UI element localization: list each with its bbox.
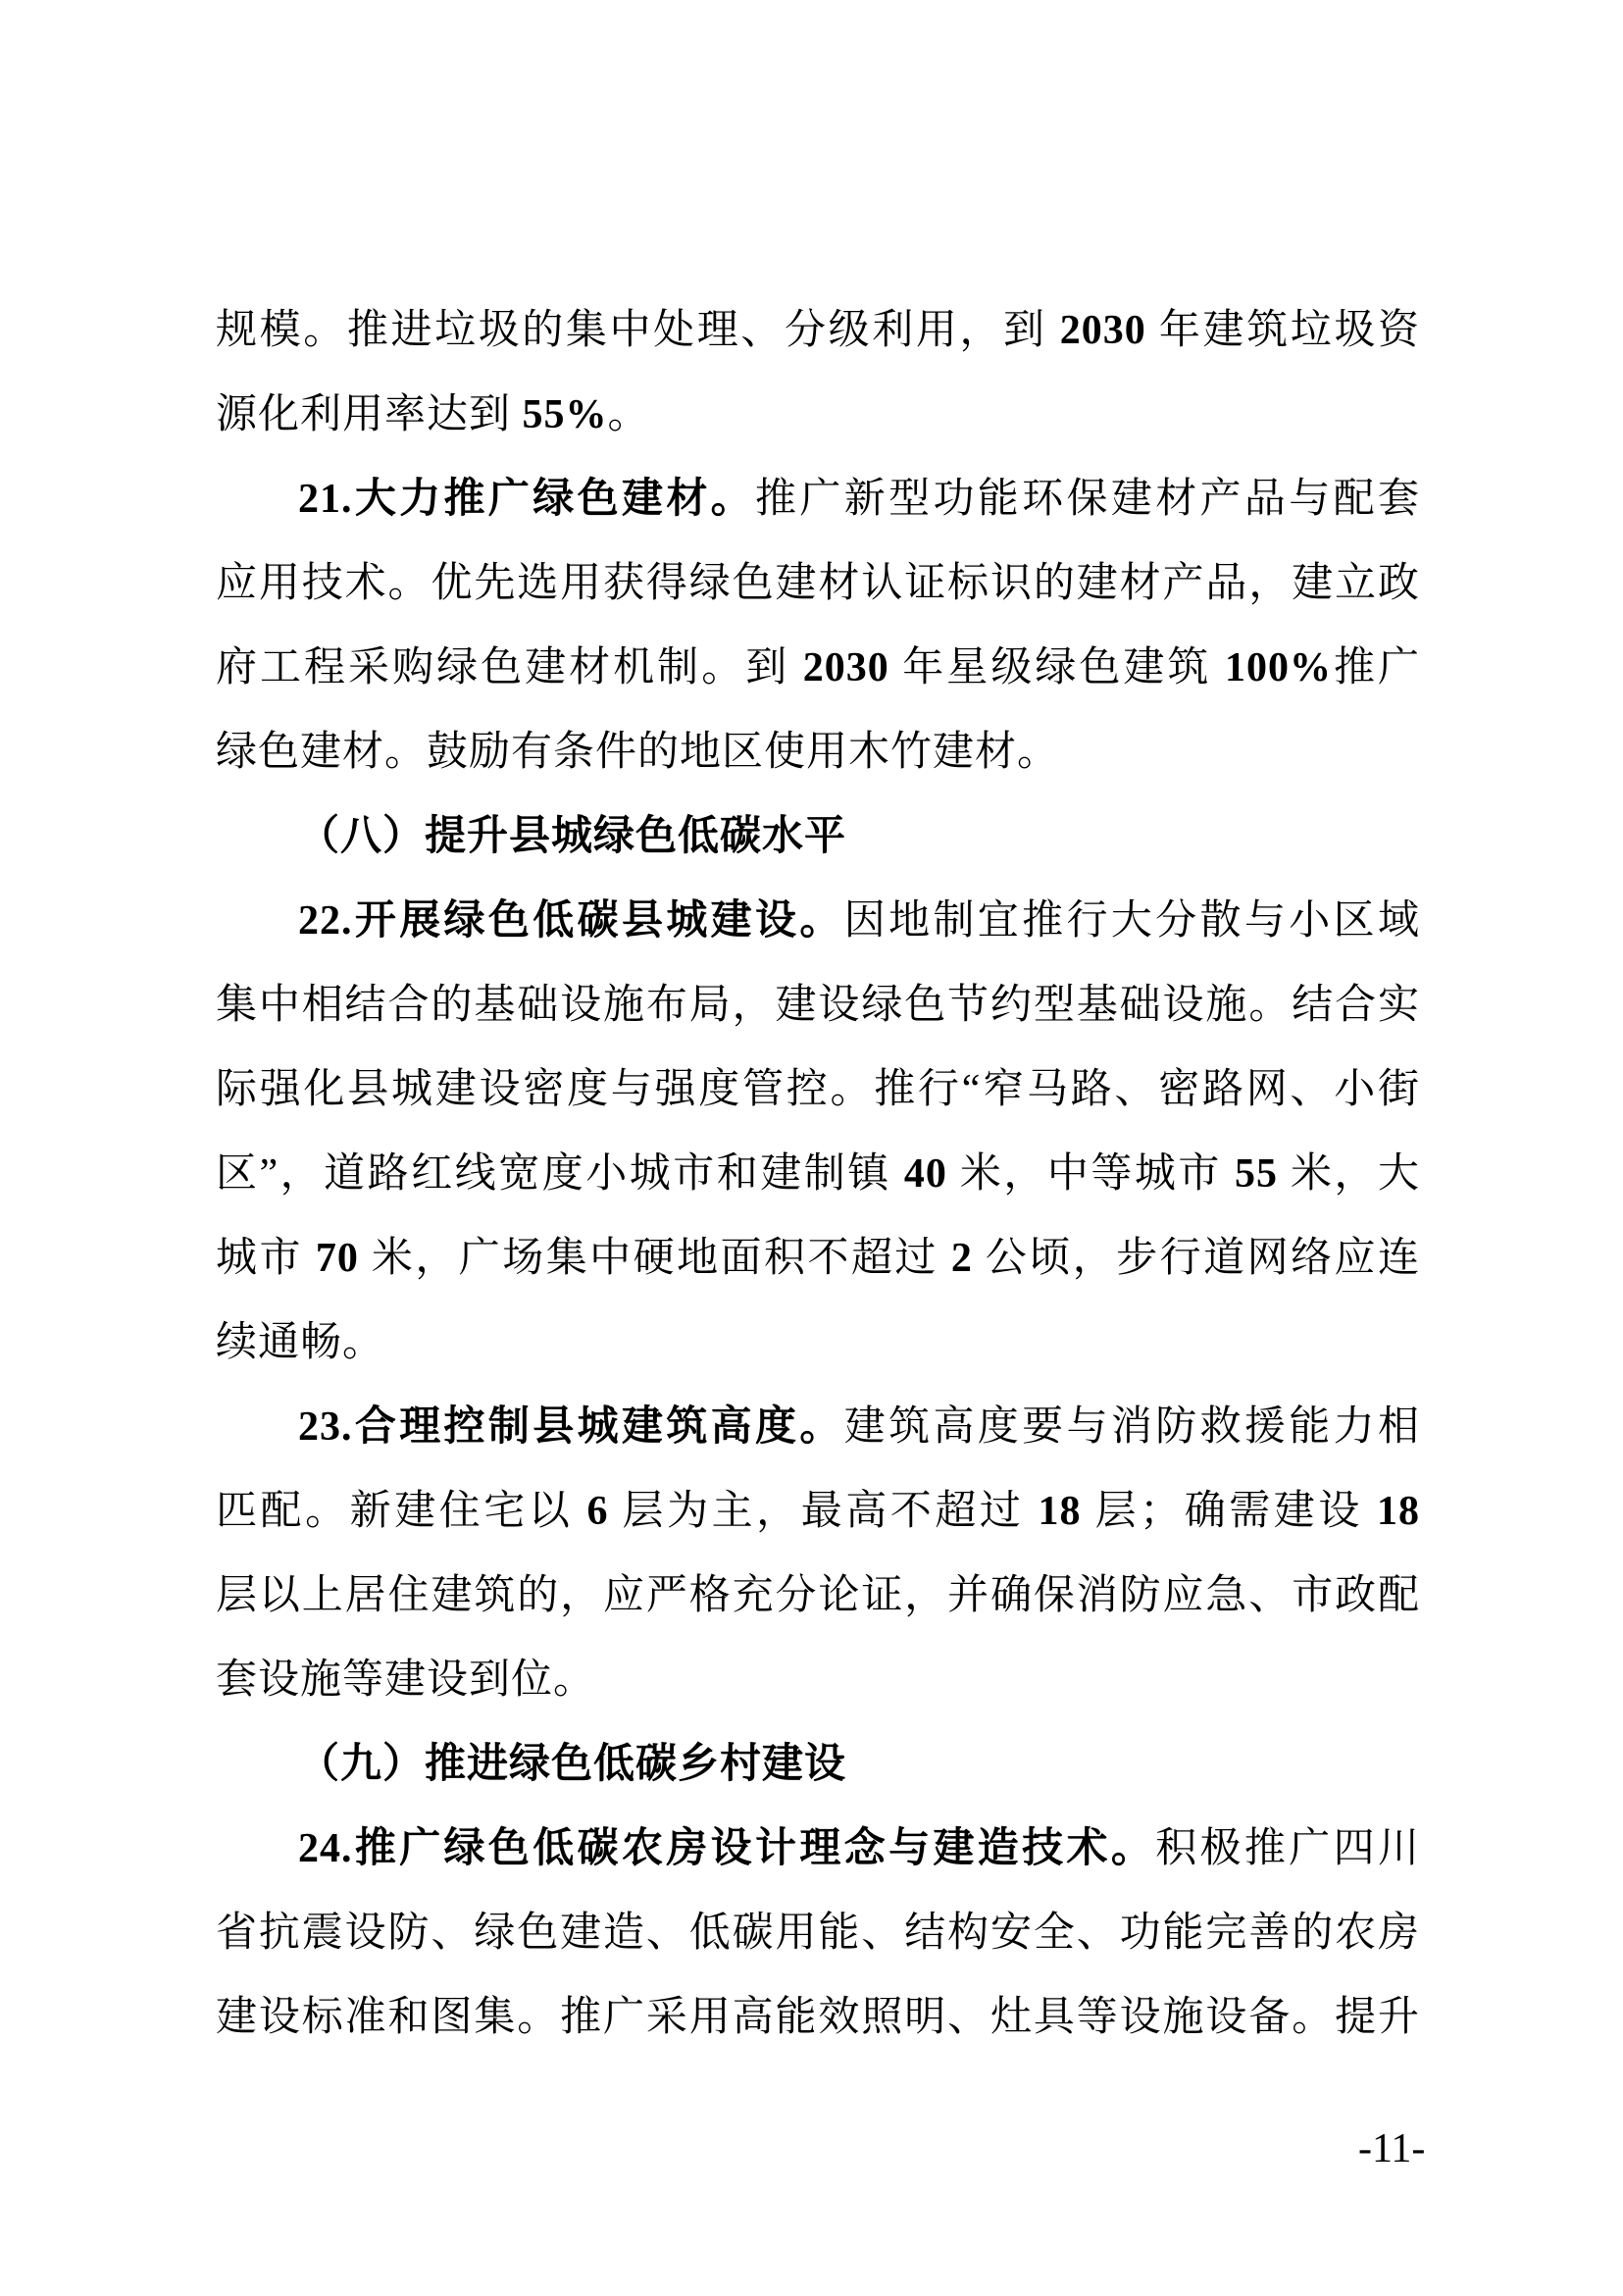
text-line xyxy=(216,457,1420,541)
text-segment: 米，中等城市 xyxy=(946,1151,1235,1197)
text-segment: 大力推广绿色建材。 xyxy=(352,477,756,522)
text-segment: （八）提升县城绿色低碳水平 xyxy=(298,814,847,859)
text-line xyxy=(216,1554,1420,1638)
text-segment: 6 xyxy=(586,1489,609,1534)
text-segment: 2 xyxy=(950,1236,973,1281)
text-segment: 层以上居住建筑的，应严格充分论证，并确保消防应急、市政配 xyxy=(216,1573,1420,1618)
text-segment: 23. xyxy=(298,1404,353,1450)
text-segment: 2030 xyxy=(1059,308,1146,353)
text-line xyxy=(216,1807,1420,1891)
text-segment: 55% xyxy=(522,392,608,437)
text-segment: 2030 xyxy=(802,645,889,690)
text-segment: 22. xyxy=(298,898,353,944)
text-segment: 建筑高度要与消防救援能力相 xyxy=(843,1404,1420,1450)
text-segment: 开展绿色低碳县城建设。 xyxy=(352,898,844,944)
text-segment: 城市 xyxy=(216,1236,316,1281)
text-segment: 源化利用率达到 xyxy=(216,392,523,437)
text-segment: 年星级绿色建筑 xyxy=(888,645,1225,690)
text-line xyxy=(216,1385,1420,1469)
text-segment: 匹配。新建住宅以 xyxy=(216,1489,587,1534)
text-line xyxy=(216,710,1420,794)
text-line xyxy=(216,1975,1420,2060)
text-segment: 府工程采购绿色建材机制。到 xyxy=(216,645,803,690)
text-segment: 。 xyxy=(607,392,650,437)
page-number: -11- xyxy=(1358,2126,1426,2171)
text-segment: 24. xyxy=(298,1826,353,1871)
text-segment: 公顷，步行道网络应连 xyxy=(972,1236,1420,1281)
text-line xyxy=(216,373,1420,457)
text-segment: 米，大 xyxy=(1277,1151,1420,1197)
text-segment: 100% xyxy=(1224,645,1332,690)
text-segment: 续通畅。 xyxy=(216,1320,385,1365)
text-line xyxy=(216,288,1420,373)
text-segment: 省抗震设防、绿色建造、低碳用能、结构安全、功能完善的农房 xyxy=(216,1911,1420,1956)
text-line xyxy=(216,963,1420,1047)
text-segment: （九）推进绿色低碳乡村建设 xyxy=(298,1742,847,1787)
text-segment: 米，广场集中硬地面积不超过 xyxy=(358,1236,951,1281)
text-segment: 积极推广四川 xyxy=(1155,1826,1420,1871)
text-segment: 55 xyxy=(1234,1151,1278,1197)
text-segment: 际强化县城建设密度与强度管控。推行“窄马路、密路网、小街 xyxy=(216,1067,1420,1112)
text-segment: 年建筑垃圾资 xyxy=(1145,308,1420,353)
text-segment: 集中相结合的基础设施布局，建设绿色节约型基础设施。结合实 xyxy=(216,983,1420,1028)
text-segment: 绿色建材。鼓励有条件的地区使用木竹建材。 xyxy=(216,730,1060,775)
section-heading xyxy=(216,794,1420,879)
text-line xyxy=(216,541,1420,626)
text-segment: 套设施等建设到位。 xyxy=(216,1658,596,1703)
section-heading xyxy=(216,1722,1420,1807)
text-segment: 层；确需建设 xyxy=(1081,1489,1377,1534)
text-segment: 推广 xyxy=(1331,645,1420,690)
text-segment: 推广绿色低碳农房设计理念与建造技术。 xyxy=(352,1826,1156,1871)
text-line xyxy=(216,1132,1420,1216)
text-segment: 应用技术。优先选用获得绿色建材认证标识的建材产品，建立政 xyxy=(216,561,1420,606)
text-line xyxy=(216,879,1420,963)
text-segment: 21. xyxy=(298,477,353,522)
text-line xyxy=(216,1638,1420,1722)
text-line xyxy=(216,1047,1420,1132)
text-line xyxy=(216,1891,1420,1975)
text-segment: 40 xyxy=(903,1151,947,1197)
text-line xyxy=(216,1216,1420,1301)
text-segment: 合理控制县城建筑高度。 xyxy=(352,1404,844,1450)
text-segment: 推广新型功能环保建材产品与配套 xyxy=(755,477,1420,522)
text-segment: 层为主，最高不超过 xyxy=(608,1489,1039,1534)
text-segment: 规模。推进垃圾的集中处理、分级利用，到 xyxy=(216,308,1060,353)
text-segment: 建设标准和图集。推广采用高能效照明、灶具等设施设备。提升 xyxy=(216,1995,1420,2040)
text-segment: 70 xyxy=(315,1236,359,1281)
text-line xyxy=(216,1469,1420,1554)
text-line xyxy=(216,1301,1420,1385)
text-segment: 18 xyxy=(1038,1489,1082,1534)
text-segment: 因地制宜推行大分散与小区域 xyxy=(843,898,1420,944)
text-segment: 18 xyxy=(1376,1489,1420,1534)
text-line xyxy=(216,626,1420,710)
text-segment: 区”，道路红线宽度小城市和建制镇 xyxy=(216,1151,904,1197)
text-block xyxy=(216,288,1420,2060)
